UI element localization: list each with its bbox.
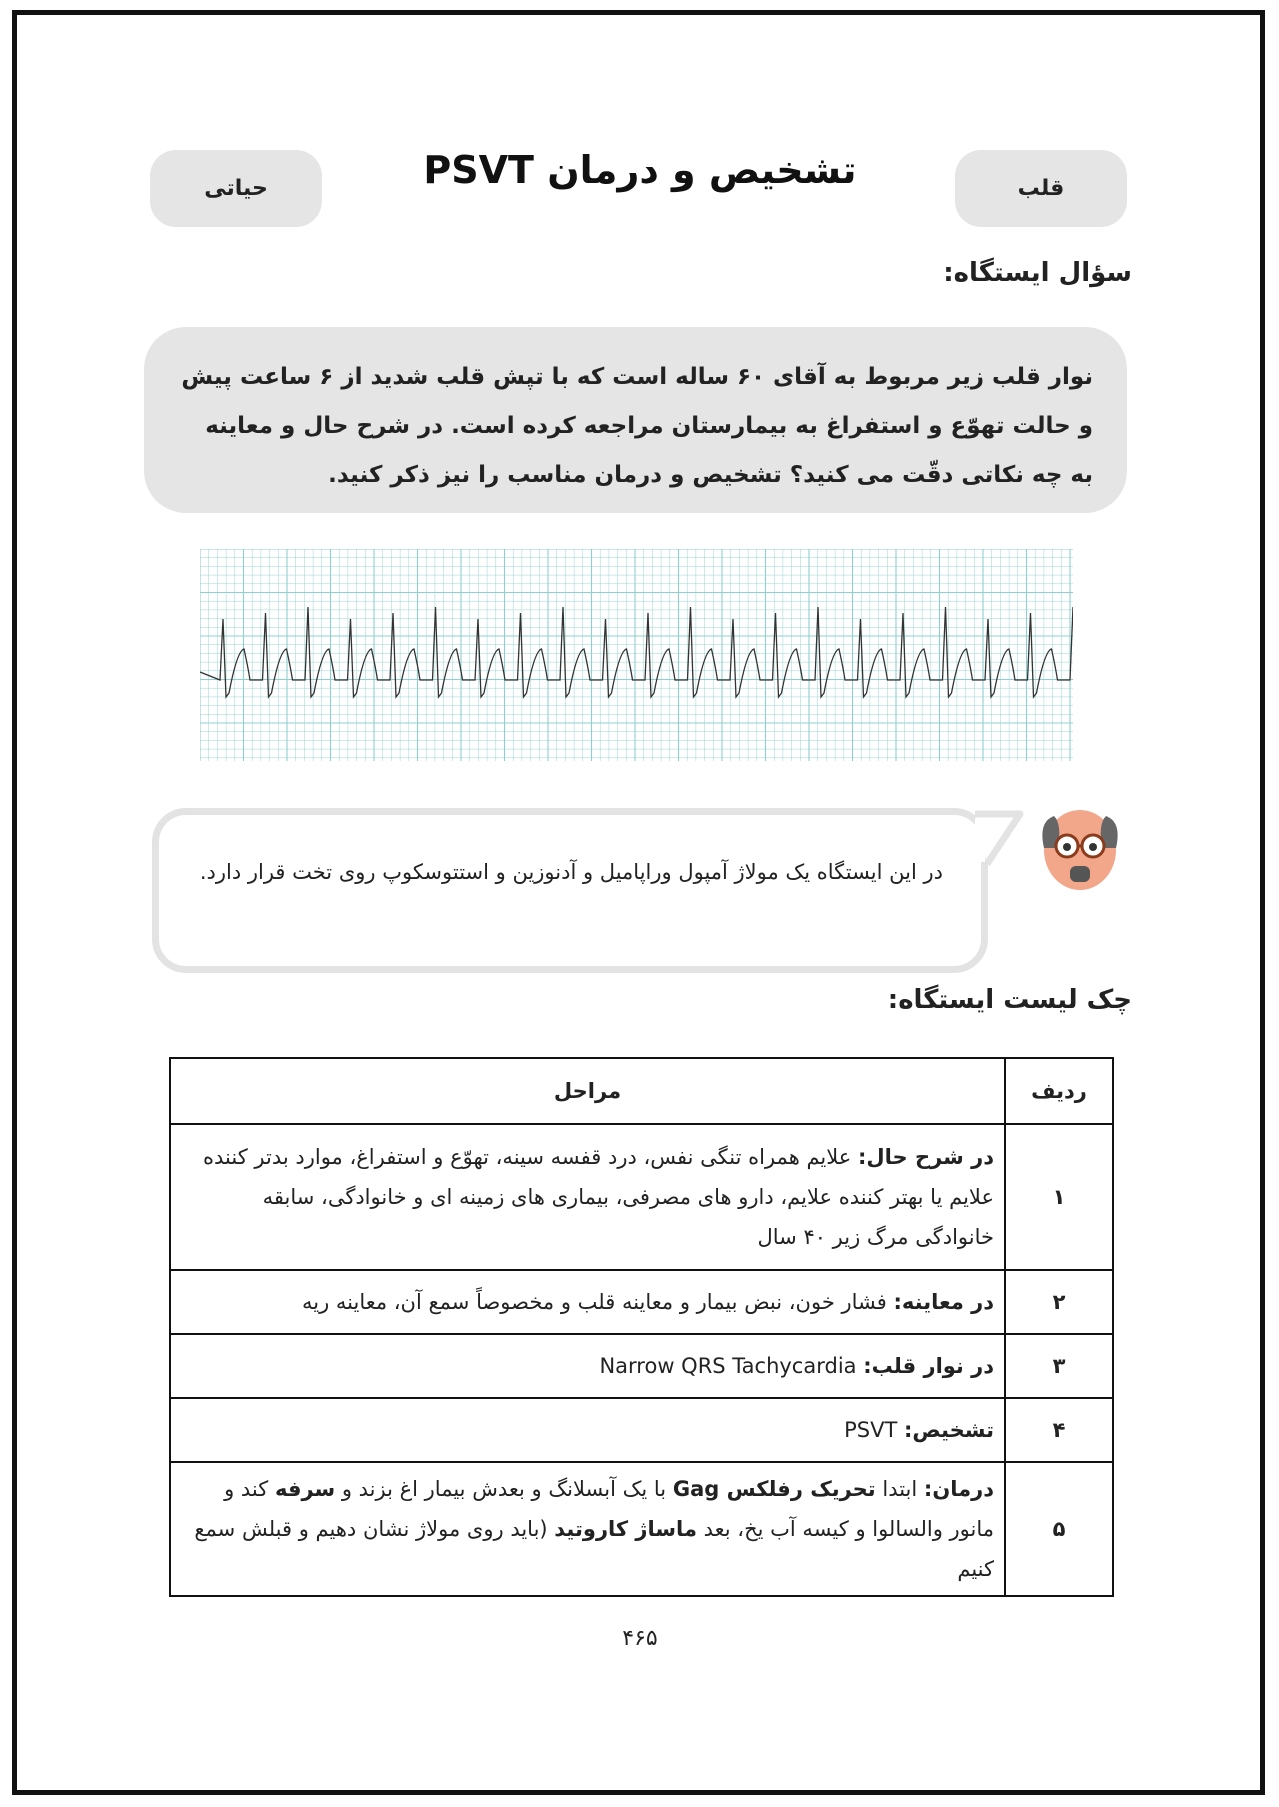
station-question-heading: سؤال ایستگاه: (943, 258, 1132, 288)
table-row (170, 1462, 1113, 1596)
category-tag-heart: قلب (955, 150, 1127, 227)
step-text: Narrow QRS Tachycardia (599, 1354, 857, 1378)
step-text: (باید روی مولاژ نشان دهیم و قبلش سمع کنیم (194, 1517, 994, 1581)
step-emphasis: سرفه (274, 1477, 336, 1501)
station-question-box (144, 327, 1127, 513)
step-cell (170, 1334, 1005, 1398)
step-label: تشخیص: (903, 1418, 994, 1442)
checklist-header-row (170, 1058, 1113, 1124)
step-emphasis: ماساژ کاروتید (554, 1517, 697, 1541)
step-emphasis: تحریک رفلکس Gag (672, 1477, 876, 1501)
page-number: ۴۶۵ (622, 1626, 658, 1651)
professor-avatar-icon (1032, 804, 1128, 894)
category-tag-vital: حیاتی (150, 150, 322, 227)
step-label: درمان: (923, 1477, 994, 1501)
table-row (170, 1398, 1113, 1462)
ecg-strip (200, 549, 1073, 761)
step-text: علایم همراه تنگی نفس، درد قفسه سینه، تهوّع و استفراغ، موارد بدتر کننده علایم یا بهتر کننده علایم، دارو های مصرفی، بیماری های زمینه ای و خانوادگی، سابقه خانوادگی مرگ زیر ۴۰ سال (203, 1145, 994, 1249)
step-label: در نوار قلب: (863, 1354, 994, 1378)
step-label: در شرح حال: (858, 1145, 994, 1169)
step-text: کند و مانور والسالوا و کیسه آب یخ، بعد (224, 1477, 994, 1541)
checklist-table (169, 1057, 1114, 1597)
step-text: ابتدا (875, 1477, 924, 1501)
step-cell (170, 1398, 1005, 1462)
row-number: ۱ (1005, 1124, 1113, 1270)
row-number: ۴ (1005, 1398, 1113, 1462)
step-label: در معاینه: (893, 1290, 994, 1314)
step-text: با یک آبسلانگ و بعدش بیمار اغ بزند و (335, 1477, 673, 1501)
note-bubble-tail (975, 806, 1025, 876)
station-checklist-heading: چک لیست ایستگاه: (887, 985, 1132, 1015)
step-text: PSVT (844, 1418, 898, 1442)
step-text: فشار خون، نبض بیمار و معاینه قلب و مخصوصاً سمع آن، معاینه ریه (301, 1290, 894, 1314)
column-header-steps: مراحل (170, 1058, 1005, 1124)
row-number: ۵ (1005, 1462, 1113, 1596)
table-row (170, 1270, 1113, 1334)
table-row (170, 1334, 1113, 1398)
note-text: در این ایستگاه یک مولاژ آمپول وراپامیل و آدنوزین و استتوسکوپ روی تخت قرار دارد. (199, 860, 943, 884)
column-header-row-number: ردیف (1005, 1058, 1113, 1124)
station-question-text: نوار قلب زیر مربوط به آقای ۶۰ ساله است که با تپش قلب شدید از ۶ ساعت پیش و حالت تهوّع و استفراغ به بیمارستان مراجعه کرده است. در شرح حال و معاینه به چه نکاتی دقّت می کنید؟ تشخیص و درمان مناسب را نیز ذکر کنید. (181, 364, 1093, 488)
row-number: ۲ (1005, 1270, 1113, 1334)
row-number: ۳ (1005, 1334, 1113, 1398)
table-row (170, 1124, 1113, 1270)
step-cell (170, 1124, 1005, 1270)
page-title: تشخیص و درمان PSVT (423, 148, 857, 192)
step-cell (170, 1270, 1005, 1334)
step-cell (170, 1462, 1005, 1596)
